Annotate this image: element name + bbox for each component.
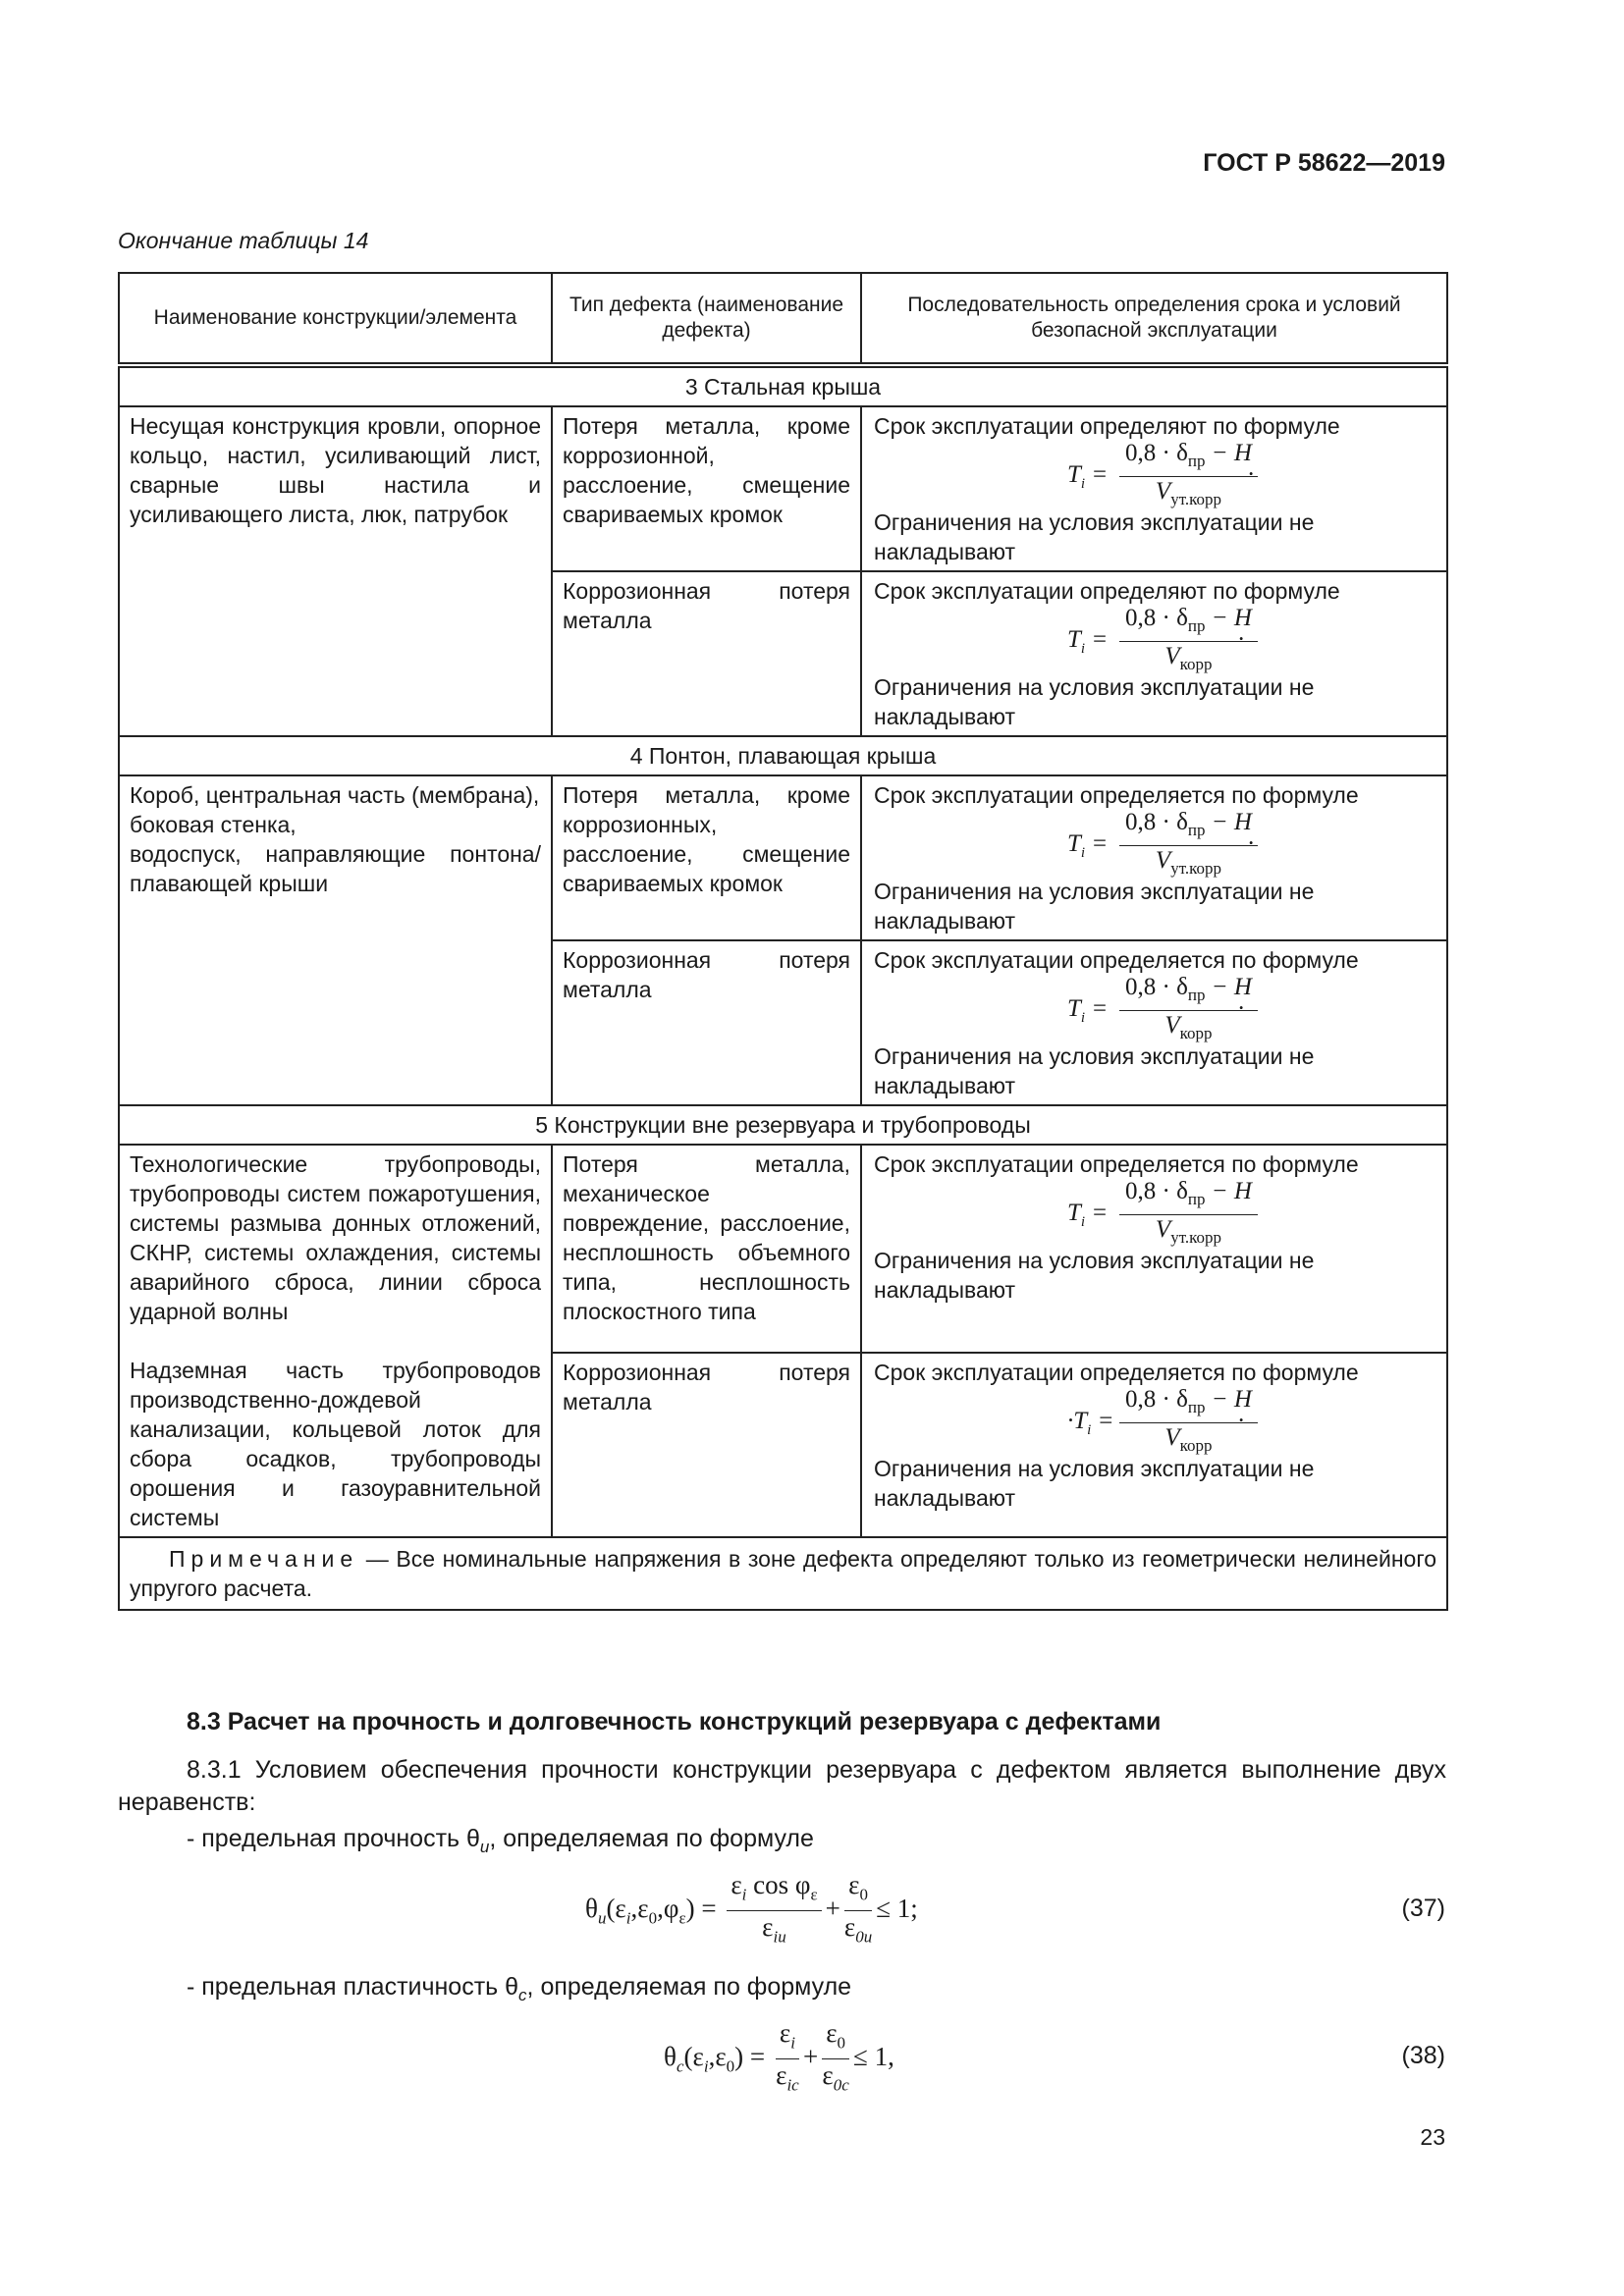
eq38-arg-mid: ,ε bbox=[708, 2042, 727, 2072]
formula-service-life bbox=[874, 1387, 1435, 1454]
formula-service-life bbox=[874, 975, 1435, 1041]
formula-num-tail: − H bbox=[1205, 440, 1252, 466]
formula-num-sub: пр bbox=[1187, 452, 1206, 470]
formula-den-symbol: V bbox=[1155, 1216, 1171, 1243]
formula-equals: = bbox=[1091, 830, 1109, 857]
table-row bbox=[119, 1145, 1447, 1353]
eq37-arg-mid2: ,φ bbox=[657, 1894, 679, 1924]
column-header-defect-type: Тип дефекта (наименование дефекта) bbox=[552, 273, 861, 365]
section-heading-8-3: 8.3 Расчет на прочность и долговечность конструкций резервуара с дефектами bbox=[187, 1708, 1162, 1735]
formula-num-text: 0,8 · δ bbox=[1125, 440, 1188, 466]
formula-fraction bbox=[1119, 1177, 1258, 1253]
eq37-fraction-1 bbox=[727, 1869, 821, 1953]
formula-end: · bbox=[1237, 995, 1246, 1022]
formula-numerator bbox=[1119, 439, 1258, 477]
formula-fraction bbox=[1119, 808, 1258, 883]
formula-equals: = bbox=[1091, 461, 1109, 488]
formula-intro: Срок эксплуатации определяется по формуле bbox=[874, 782, 1359, 808]
eq37-f1-num: ε bbox=[731, 1870, 742, 1899]
formula-end: · bbox=[1237, 626, 1246, 653]
table-note bbox=[119, 1537, 1447, 1610]
eq37-f1-num-sub: i bbox=[741, 1885, 747, 1904]
formula-num-tail: − H bbox=[1205, 809, 1252, 835]
formula-lhs-symbol: T bbox=[1067, 626, 1081, 653]
sequence-cell bbox=[861, 571, 1447, 736]
formula-equals: = bbox=[1091, 1200, 1109, 1226]
formula-den-sub: корр bbox=[1179, 1024, 1213, 1042]
restriction-text: Ограничения на условия эксплуатации не накладывают bbox=[874, 509, 1315, 564]
formula-num-tail: − H bbox=[1205, 1178, 1252, 1204]
formula-lhs bbox=[1067, 1199, 1108, 1237]
eq37-plus: + bbox=[825, 1894, 840, 1924]
formula-lhs-symbol: T bbox=[1073, 1408, 1088, 1435]
formula-equals: = bbox=[1097, 1408, 1114, 1435]
defect-type-cell: Потеря металла, механическое повреждение, расслоение, несплошность объемного типа, несплошность плоскостного типа bbox=[552, 1145, 861, 1353]
eq38-f1-num: ε bbox=[779, 2018, 791, 2048]
section-row bbox=[119, 736, 1447, 775]
element-text: водоспуск, направляющие понтона/плавающей крыши bbox=[130, 841, 541, 896]
formula-end: · bbox=[1247, 461, 1256, 488]
element-text: Технологические трубопроводы, трубопроводы систем пожаротушения, системы размыва донных отложений, СКНР, системы охлаждения, системы аварийного сброса, линии сброса ударной волны bbox=[130, 1151, 541, 1324]
formula-denominator bbox=[1119, 1215, 1258, 1253]
table-header-row bbox=[119, 273, 1447, 365]
eq37-arg-end: ) = bbox=[685, 1894, 717, 1924]
eq38-arg-sub2: 0 bbox=[726, 2056, 735, 2076]
formula-num-sub: пр bbox=[1187, 1190, 1206, 1208]
formula-num-tail: − H bbox=[1205, 1386, 1252, 1414]
eq37-arg-mid: ,ε bbox=[630, 1894, 649, 1924]
formula-fraction bbox=[1119, 439, 1258, 514]
table-row bbox=[119, 406, 1447, 571]
element-text: Надземная часть трубопроводов производственно-дождевой канализации, кольцевой лоток для сбора осадков, трубопроводы орошения и газоуравнительной системы bbox=[130, 1358, 541, 1530]
section-title: 4 Понтон, плавающая крыша bbox=[119, 736, 1447, 775]
column-header-sequence: Последовательность определения срока и условий безопасной эксплуатации bbox=[861, 273, 1447, 365]
note-text: — Все номинальные напряжения в зоне дефекта определяют только из геометрически нелинейного упругого расчета. bbox=[130, 1546, 1436, 1601]
restriction-text: Ограничения на условия эксплуатации не накладывают bbox=[874, 1043, 1315, 1098]
formula-num-text: 0,8 · δ bbox=[1125, 1386, 1188, 1414]
formula-lhs-symbol: T bbox=[1067, 1200, 1081, 1226]
formula-lhs-symbol: T bbox=[1067, 461, 1081, 488]
eq38-f2-num-sub: 0 bbox=[837, 2033, 846, 2053]
restriction-text: Ограничения на условия эксплуатации не накладывают bbox=[874, 1456, 1315, 1512]
formula-numerator bbox=[1119, 1177, 1258, 1215]
formula-equals: = bbox=[1091, 995, 1109, 1022]
section-title: 5 Конструкции вне резервуара и трубопроводы bbox=[119, 1105, 1447, 1145]
sequence-cell bbox=[861, 1145, 1447, 1353]
defect-type-cell: Коррозионная потеря металла bbox=[552, 571, 861, 736]
formula-denominator bbox=[1119, 846, 1258, 883]
formula-den-symbol: V bbox=[1155, 478, 1171, 505]
formula-lhs-sub: i bbox=[1080, 845, 1086, 861]
eq38-args: (ε bbox=[683, 2042, 704, 2072]
defect-type-cell: Коррозионная потеря металла bbox=[552, 940, 861, 1105]
formula-den-sub: корр bbox=[1179, 655, 1213, 673]
formula-den-symbol: V bbox=[1155, 847, 1171, 874]
eq37-f1-num-tail: cos φ bbox=[746, 1870, 811, 1899]
section-title: 3 Стальная крыша bbox=[119, 365, 1447, 406]
eq38-fraction-1 bbox=[776, 2017, 799, 2102]
eq38-f1-den-sub: ic bbox=[786, 2075, 799, 2095]
eq37-args: (ε bbox=[606, 1894, 626, 1924]
eq37-f2-den-sub: 0u bbox=[855, 1927, 873, 1947]
formula-lhs bbox=[1067, 994, 1108, 1033]
formula-den-sub: ут.корр bbox=[1170, 1228, 1221, 1247]
sequence-cell bbox=[861, 940, 1447, 1105]
formula-lhs bbox=[1067, 460, 1108, 499]
formula-lhs-symbol: T bbox=[1067, 830, 1081, 857]
eq37-f1-den-sub: iu bbox=[773, 1927, 786, 1947]
note-row bbox=[119, 1537, 1447, 1610]
document-header: ГОСТ Р 58622—2019 bbox=[1203, 149, 1445, 177]
formula-lhs bbox=[1067, 829, 1108, 868]
eq37-f2-num-sub: 0 bbox=[859, 1885, 868, 1904]
formula-lhs-sub: i bbox=[1080, 1010, 1086, 1026]
formula-den-symbol: V bbox=[1164, 643, 1180, 669]
formula-lhs-symbol: T bbox=[1067, 995, 1081, 1022]
eq38-fraction-2 bbox=[822, 2017, 849, 2102]
formula-num-text: 0,8 · δ bbox=[1125, 605, 1188, 631]
eq37-f2-den: ε bbox=[843, 1912, 856, 1943]
formula-num-text: 0,8 · δ bbox=[1125, 1178, 1188, 1204]
formula-num-text: 0,8 · δ bbox=[1125, 809, 1188, 835]
formula-lhs-prefix: · bbox=[1067, 1408, 1074, 1435]
eq38-f1-den: ε bbox=[776, 2060, 787, 2091]
defects-table-container bbox=[118, 272, 1446, 1611]
element-text: Несущая конструкция кровли, опорное кольцо, настил, усиливающий лист, сварные швы настила и усиливающего листа, люк, патрубок bbox=[130, 413, 541, 527]
formula-intro: Срок эксплуатации определяется по формуле bbox=[874, 1360, 1359, 1386]
eq38-arg-end: ) = bbox=[734, 2042, 766, 2072]
eq38-f2-den-sub: 0c bbox=[833, 2075, 849, 2095]
formula-num-text: 0,8 · δ bbox=[1125, 974, 1188, 1000]
paragraph-gap bbox=[130, 1326, 541, 1356]
formula-lhs-sub: i bbox=[1080, 476, 1086, 492]
paragraph-8-3-1: 8.3.1 Условием обеспечения прочности конструкции резервуара с дефектом является выполнение двух неравенств: bbox=[118, 1756, 1446, 1816]
restriction-text: Ограничения на условия эксплуатации не накладывают bbox=[874, 1248, 1315, 1303]
eq37-f1-den: ε bbox=[762, 1912, 774, 1943]
formula-intro: Срок эксплуатации определяют по формуле bbox=[874, 413, 1340, 439]
formula-service-life bbox=[874, 810, 1435, 877]
table-row bbox=[119, 775, 1447, 940]
eq38-f1-num-sub: i bbox=[790, 2033, 795, 2053]
equation-38 bbox=[664, 2017, 894, 2102]
restriction-text: Ограничения на условия эксплуатации не накладывают bbox=[874, 674, 1315, 729]
column-header-element: Наименование конструкции/элемента bbox=[119, 273, 552, 365]
eq37-lhs: θ bbox=[585, 1894, 598, 1924]
note-label: Примечание bbox=[169, 1546, 359, 1572]
paragraph-ultimate-strength bbox=[187, 1823, 1443, 1863]
eq38-tail: ≤ 1, bbox=[853, 2042, 894, 2072]
eq37-fraction-2 bbox=[844, 1869, 872, 1953]
formula-end: · bbox=[1237, 1408, 1246, 1435]
formula-den-symbol: V bbox=[1164, 1012, 1180, 1039]
formula-intro: Срок эксплуатации определяется по формуле bbox=[874, 947, 1359, 973]
formula-denominator bbox=[1119, 477, 1258, 514]
defect-type-cell: Потеря металла, кроме коррозионной, расслоение, смещение свариваемых кромок bbox=[552, 406, 861, 571]
formula-intro: Срок эксплуатации определяется по формуле bbox=[874, 1151, 1359, 1177]
table-body bbox=[119, 365, 1447, 1537]
formula-num-tail: − H bbox=[1205, 605, 1252, 631]
formula-num-sub: пр bbox=[1187, 616, 1206, 635]
formula-service-life bbox=[874, 441, 1435, 507]
formula-num-sub: пр bbox=[1187, 1398, 1206, 1417]
section-row bbox=[119, 1105, 1447, 1145]
table-caption: Окончание таблицы 14 bbox=[118, 228, 369, 253]
eq38-f2-den: ε bbox=[822, 2060, 834, 2091]
paragraph-ultimate-plasticity bbox=[187, 1971, 1443, 2011]
element-cell bbox=[119, 775, 552, 1105]
eq37-f2-num: ε bbox=[848, 1870, 860, 1899]
eq37-tail: ≤ 1; bbox=[876, 1894, 918, 1924]
eq37-arg-sub1: i bbox=[625, 1908, 631, 1928]
formula-num-sub: пр bbox=[1187, 821, 1206, 839]
formula-den-sub: корр bbox=[1179, 1436, 1213, 1456]
element-text: боковая стенка, bbox=[130, 812, 297, 837]
p2-text: - предельная прочность θ bbox=[187, 1825, 480, 1852]
element-cell bbox=[119, 1145, 552, 1537]
formula-lhs bbox=[1067, 1407, 1113, 1445]
p3-sub: c bbox=[518, 1986, 527, 2004]
formula-lhs-sub: i bbox=[1080, 1214, 1086, 1230]
formula-service-life bbox=[874, 1179, 1435, 1246]
equation-number-38: (38) bbox=[1401, 2042, 1445, 2069]
section-row bbox=[119, 365, 1447, 406]
formula-lhs-sub: i bbox=[1080, 641, 1086, 657]
eq38-arg-sub1: i bbox=[703, 2056, 709, 2076]
formula-lhs bbox=[1067, 625, 1108, 664]
p3-text: - предельная пластичность θ bbox=[187, 1973, 519, 2001]
sequence-cell bbox=[861, 1353, 1447, 1537]
p3-tail: , определяемая по формуле bbox=[526, 1973, 852, 2001]
formula-intro: Срок эксплуатации определяют по формуле bbox=[874, 578, 1340, 604]
formula-num-tail: − H bbox=[1205, 974, 1252, 1000]
formula-numerator bbox=[1119, 808, 1258, 846]
formula-equals: = bbox=[1091, 626, 1109, 653]
eq37-f1-num-sub2: ε bbox=[810, 1885, 818, 1904]
eq38-lhs: θ bbox=[664, 2042, 677, 2072]
sequence-cell bbox=[861, 406, 1447, 571]
formula-den-symbol: V bbox=[1164, 1424, 1180, 1452]
formula-lhs-sub: i bbox=[1087, 1422, 1092, 1439]
element-cell bbox=[119, 406, 552, 736]
eq37-arg-sub2: 0 bbox=[648, 1908, 658, 1928]
formula-den-sub: ут.корр bbox=[1170, 490, 1221, 508]
equation-37 bbox=[585, 1869, 918, 1953]
eq37-lhs-sub: u bbox=[597, 1908, 607, 1928]
formula-num-sub: пр bbox=[1187, 986, 1206, 1004]
eq38-plus: + bbox=[802, 2042, 819, 2072]
eq38-lhs-sub: c bbox=[676, 2056, 684, 2076]
defect-type-cell: Коррозионная потеря металла bbox=[552, 1353, 861, 1537]
element-text: Короб, центральная часть (мембрана), bbox=[130, 782, 540, 808]
defect-type-cell: Потеря металла, кроме коррозионных, расслоение, смещение свариваемых кромок bbox=[552, 775, 861, 940]
formula-den-sub: ут.корр bbox=[1170, 859, 1221, 878]
formula-service-life bbox=[874, 606, 1435, 672]
equation-number-37: (37) bbox=[1401, 1895, 1445, 1922]
restriction-text: Ограничения на условия эксплуатации не накладывают bbox=[874, 879, 1315, 934]
p2-tail: , определяемая по формуле bbox=[489, 1825, 814, 1852]
eq37-arg-sub3: ε bbox=[678, 1908, 686, 1928]
sequence-cell bbox=[861, 775, 1447, 940]
page-number: 23 bbox=[1420, 2124, 1445, 2150]
formula-end: · bbox=[1247, 830, 1256, 857]
p2-sub: u bbox=[479, 1838, 490, 1856]
eq38-f2-num: ε bbox=[826, 2018, 838, 2048]
defects-table bbox=[118, 272, 1448, 1611]
